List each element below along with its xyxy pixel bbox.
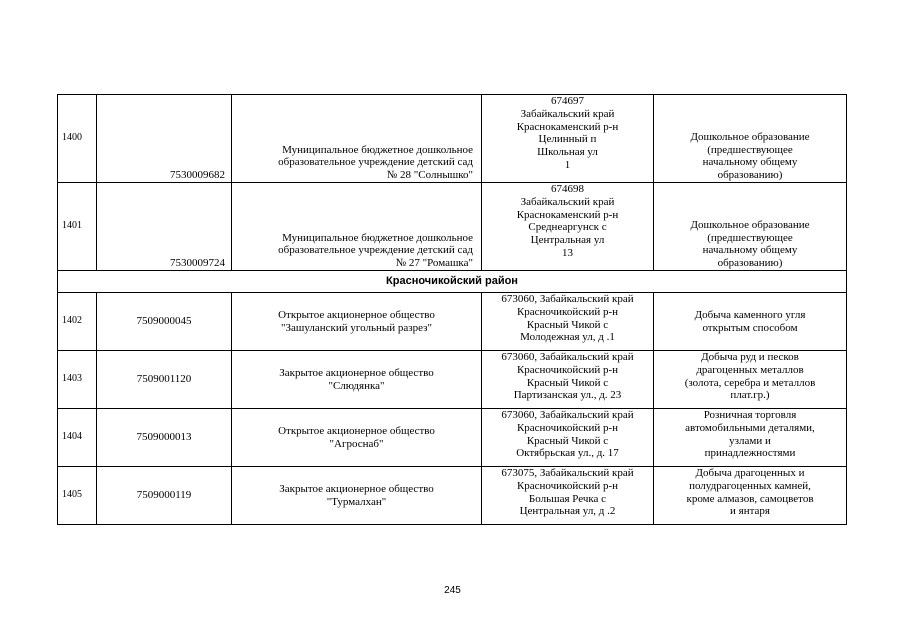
- inn-cell: 7509000045: [97, 293, 232, 351]
- organization-name-cell: [232, 467, 482, 525]
- name-line: Открытое акционерное общество: [278, 424, 435, 437]
- row-number: 1401: [58, 183, 97, 271]
- organization-name-cell: [232, 409, 482, 467]
- organization-name-cell: [232, 351, 482, 409]
- address-cell: [482, 95, 654, 183]
- inn-cell: 7530009724: [97, 183, 232, 271]
- activity-line: (предшествующее: [707, 143, 793, 156]
- address-line: Партизанская ул., д. 23: [513, 389, 622, 402]
- address-line: 673060, Забайкальский край: [501, 409, 634, 421]
- activity-cell: [654, 95, 847, 183]
- activity-line: полудрагоценных камней,: [689, 479, 811, 492]
- name-line: образовательное учреждение детский сад: [278, 244, 473, 257]
- address-line: Красный Чикой с: [526, 318, 609, 331]
- inn-cell: 7530009682: [97, 95, 232, 183]
- address-line: Октябрьская ул., д. 17: [516, 447, 619, 460]
- inn-cell: 7509000013: [97, 409, 232, 467]
- address-line: Красный Чикой с: [526, 376, 609, 389]
- address-line: 674698: [551, 183, 584, 195]
- organization-name-cell: [232, 183, 482, 271]
- row-number: 1404: [58, 409, 97, 467]
- address-line: Красный Чикой с: [526, 434, 609, 447]
- activity-line: кроме алмазов, самоцветов: [686, 492, 814, 505]
- address-line: Большая Речка с: [528, 492, 607, 505]
- name-line: Открытое акционерное общество: [278, 308, 435, 321]
- table-row: [58, 293, 847, 351]
- address-line: 1: [564, 158, 571, 171]
- activity-line: Дошкольное образование: [690, 130, 810, 143]
- region-heading-row: [58, 271, 847, 293]
- address-line: 673075, Забайкальский край: [501, 467, 634, 479]
- address-line: Забайкальский край: [520, 195, 615, 208]
- activity-cell: [654, 351, 847, 409]
- address-line: Краснокаменский р-н: [516, 208, 619, 221]
- name-line: № 27 "Ромашка": [395, 257, 473, 270]
- address-line: Красночикойский р-н: [516, 479, 619, 492]
- address-line: Краснокаменский р-н: [516, 120, 619, 133]
- inn-cell: 7509000119: [97, 467, 232, 525]
- activity-line: плат.гр.): [730, 389, 770, 402]
- region-heading: Красночикойский район: [58, 271, 847, 293]
- address-line: Центральная ул, д .2: [519, 505, 616, 518]
- table-row: [58, 409, 847, 467]
- row-number: 1405: [58, 467, 97, 525]
- name-line: "Зашуланский угольный разрез": [281, 321, 432, 334]
- activity-line: Добыча руд и песков: [701, 351, 799, 363]
- name-line: № 28 "Солнышко": [386, 169, 473, 182]
- activity-line: Добыча каменного угля: [694, 308, 806, 321]
- address-line: Красночикойский р-н: [516, 363, 619, 376]
- activity-line: (золота, серебра и металлов: [684, 376, 816, 389]
- name-line: "Агроснаб": [329, 437, 384, 450]
- address-cell: [482, 467, 654, 525]
- address-line: Молодежная ул, д .1: [520, 331, 615, 344]
- activity-cell: [654, 183, 847, 271]
- address-line: 674697: [551, 95, 584, 107]
- name-line: Муниципальное бюджетное дошкольное: [282, 231, 473, 244]
- activity-line: узлами и: [729, 434, 771, 447]
- name-line: "Слюдянка": [328, 379, 385, 392]
- activity-cell: [654, 467, 847, 525]
- activity-cell: [654, 293, 847, 351]
- address-line: Центральная ул: [530, 234, 605, 247]
- row-number: 1402: [58, 293, 97, 351]
- activity-line: автомобильными деталями,: [685, 421, 815, 434]
- address-line: Целинный п: [538, 133, 597, 146]
- address-cell: [482, 293, 654, 351]
- activity-line: начальному общему: [702, 244, 798, 257]
- name-line: Муниципальное бюджетное дошкольное: [282, 143, 473, 156]
- name-line: Закрытое акционерное общество: [279, 482, 434, 495]
- address-cell: [482, 351, 654, 409]
- address-line: Красночикойский р-н: [516, 305, 619, 318]
- address-cell: [482, 409, 654, 467]
- address-line: Школьная ул: [537, 146, 598, 159]
- activity-line: открытым способом: [702, 321, 798, 334]
- address-cell: [482, 183, 654, 271]
- activity-line: образованию): [717, 257, 783, 270]
- organization-name-cell: [232, 95, 482, 183]
- address-line: 673060, Забайкальский край: [501, 293, 634, 305]
- table-row: [58, 95, 847, 183]
- name-line: образовательное учреждение детский сад: [278, 156, 473, 169]
- table-row: [58, 351, 847, 409]
- activity-line: начальному общему: [702, 156, 798, 169]
- organization-name-cell: [232, 293, 482, 351]
- activity-line: (предшествующее: [707, 231, 793, 244]
- activity-line: драгоценных металлов: [696, 363, 804, 376]
- row-number: 1403: [58, 351, 97, 409]
- address-line: 13: [562, 246, 573, 259]
- name-line: Закрытое акционерное общество: [279, 366, 434, 379]
- activity-cell: [654, 409, 847, 467]
- address-line: 673060, Забайкальский край: [501, 351, 634, 363]
- address-line: Среднеаргунск с: [528, 221, 607, 234]
- activity-line: Добыча драгоценных и: [695, 467, 805, 479]
- row-number: 1400: [58, 95, 97, 183]
- table-row: [58, 183, 847, 271]
- activity-line: принадлежностями: [704, 447, 796, 460]
- inn-cell: 7509001120: [97, 351, 232, 409]
- organizations-table: [57, 94, 847, 525]
- activity-line: Дошкольное образование: [690, 218, 810, 231]
- address-line: Забайкальский край: [520, 107, 615, 120]
- address-line: Красночикойский р-н: [516, 421, 619, 434]
- activity-line: и янтаря: [730, 505, 770, 518]
- name-line: "Турмалхан": [326, 495, 387, 508]
- activity-line: Розничная торговля: [703, 409, 797, 421]
- activity-line: образованию): [717, 169, 783, 182]
- table-row: [58, 467, 847, 525]
- page-number: 245: [444, 585, 461, 596]
